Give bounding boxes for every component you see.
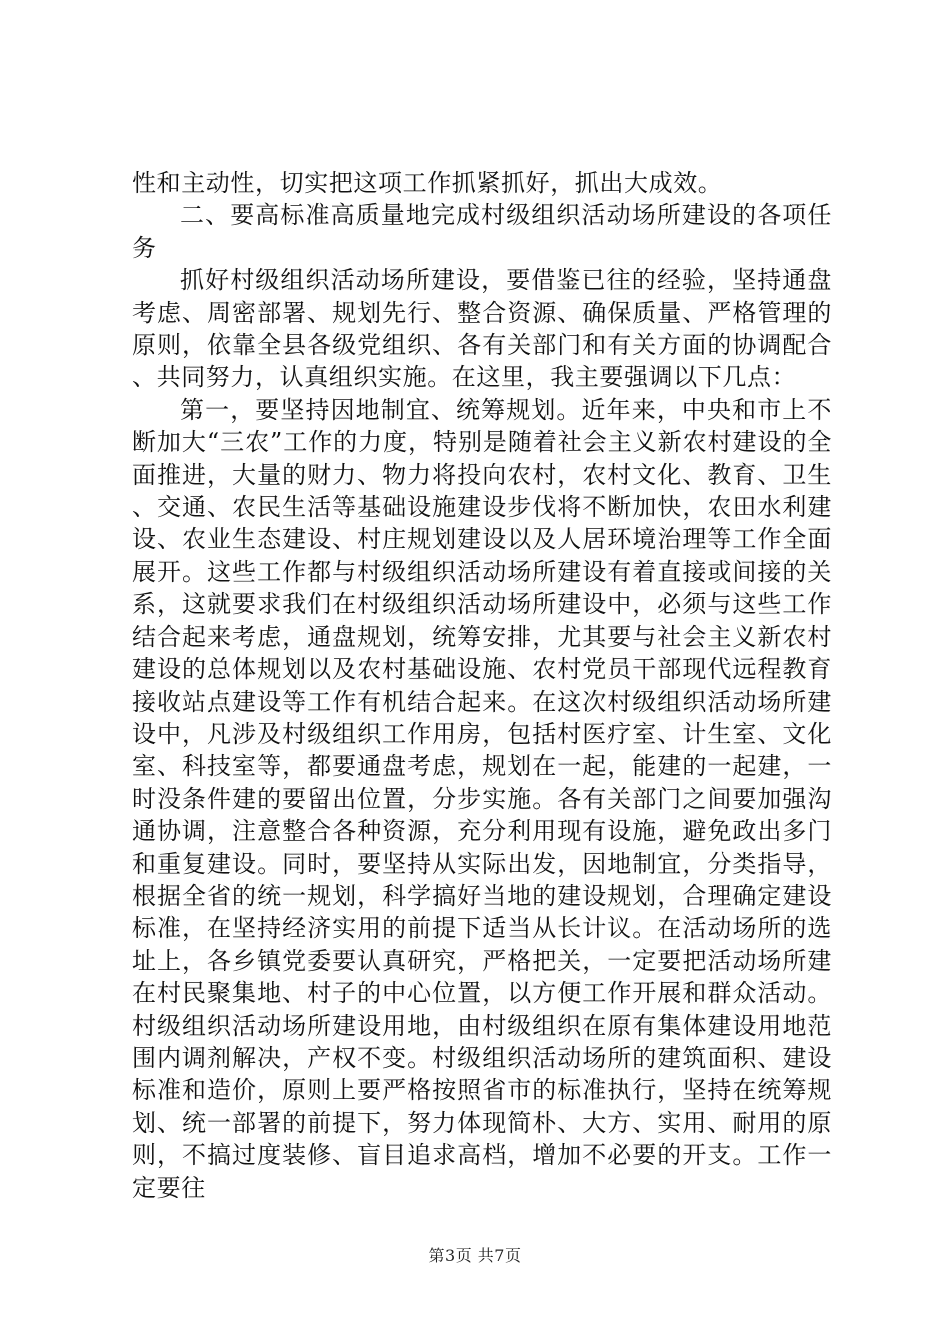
paragraph-first-point: 第一，要坚持因地制宜、统筹规划。近年来，中央和市上不断加大“三农”工作的力度，特别是随着社会主义新农村建设的全面推进，大量的财力、物力将投向农村，农村文化、教育、卫生、交通、农民生活等基础设施建设步伐将不断加快，农田水利建设、农业生态建设、村庄规划建设以及人居环境治理等工作全面展开。这些工作都与村级组织活动场所建设有着直接或间接的关系，这就要求我们在村级组织活动场所建设中，必须与这些工作结合起来考虑，通盘规划，统筹安排，尤其要与社会主义新农村建设的总体规划以及农村基础设施、农村党员干部现代远程教育接收站点建设等工作有机结合起来。在这次村级组织活动场所建设中，凡涉及村级组织工作用房，包括村医疗室、计生室、文化室、科技室等，都要通盘考虑，规划在一起，能建的一起建，一时没条件建的要留出位置，分步实施。各有关部门之间要加强沟通协调，注意整合各种资源，充分利用现有设施，避免政出多门和重复建设。同时，要坚持从实际出发，因地制宜，分类指导，根据全省的统一规划，科学搞好当地的建设规划，合理确定建设标准，在坚持经济实用的前提下适当从长计议。在活动场所的选址上，各乡镇党委要认真研究，严格把关，一定要把活动场所建在村民聚集地、村子的中心位置，以方便工作开展和群众活动。村级组织活动场所建设用地，由村级组织在原有集体建设用地范围内调剂解决，产权不变。村级组织活动场所的建筑面积、建设标准和造价，原则上要严格按照省市的标准执行，坚持在统筹规划、统一部署的前提下，努力体现简朴、大方、实用、耐用的原则，不搞过度装修、盲目追求高档，增加不必要的开支。工作一定要往 bbox=[132, 395, 832, 1202]
section-heading: 二、要高标准高质量地完成村级组织活动场所建设的各项任务 bbox=[132, 201, 832, 262]
page-footer: 第3页 共7页 bbox=[428, 1246, 522, 1265]
document-body bbox=[132, 167, 832, 1204]
paragraph-principles: 抓好村级组织活动场所建设，要借鉴已往的经验，坚持通盘考虑、周密部署、规划先行、整合资源、确保质量、严格管理的原则，依靠全县各级党组织、各有关部门和有关方面的协调配合、共同努力，认真组织实施。在这里，我主要强调以下几点： bbox=[132, 266, 832, 392]
paragraph-continuation: 性和主动性，切实把这项工作抓紧抓好，抓出大成效。 bbox=[132, 169, 723, 197]
